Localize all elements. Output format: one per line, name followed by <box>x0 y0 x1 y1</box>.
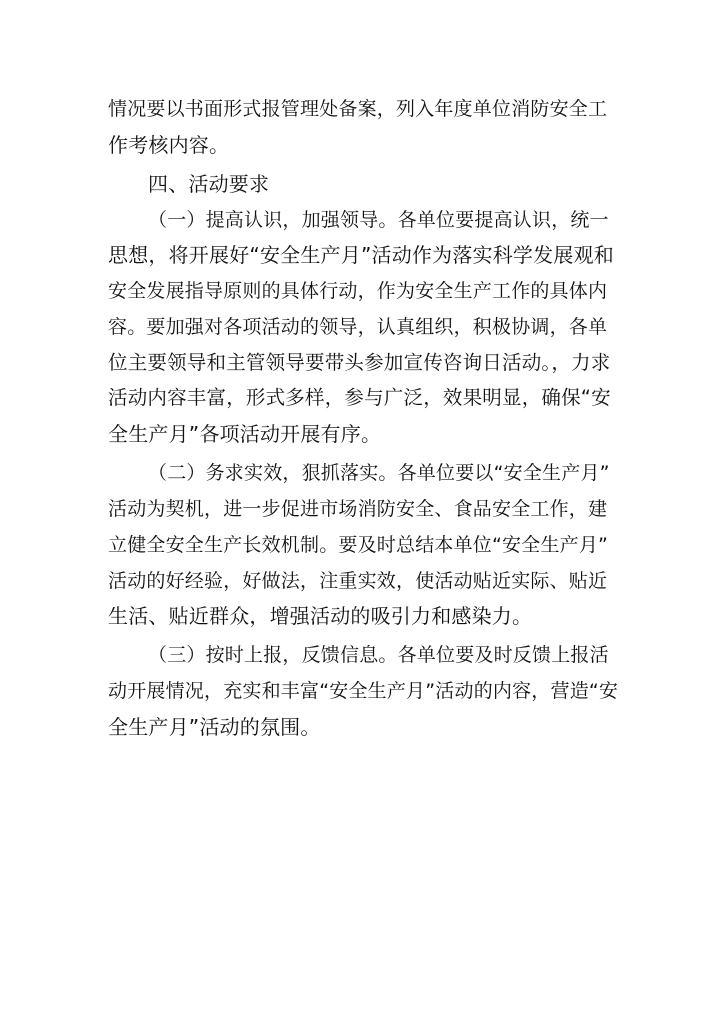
text-line: 情况要以书面形式报管理处备案，列入年度单位消防安全工 <box>108 98 608 120</box>
paragraph-3-line: （三）按时上报，反馈信息。各单位要及时反馈上报活 <box>148 644 609 666</box>
paragraph-2-line: 活动为契机，进一步促进市场消防安全、食品安全工作，建 <box>108 498 608 520</box>
paragraph-1-line: 思想，将开展好“安全生产月”活动作为落实科学发展观和 <box>108 243 614 267</box>
section-heading: 四、活动要求 <box>148 172 270 196</box>
paragraph-2-line: 生活、贴近群众，增强活动的吸引力和感染力。 <box>108 604 533 628</box>
paragraph-3-line: 动开展情况，充实和丰富“安全生产月”活动的内容，营造“安 <box>108 680 619 702</box>
paragraph-1-line: 全生产月”各项活动开展有序。 <box>108 422 382 446</box>
paragraph-2-line: 立健全安全生产长效机制。要及时总结本单位“安全生产月” <box>108 534 609 556</box>
paragraph-2-line: （二）务求实效，狠抓落实。各单位要以“安全生产月” <box>148 462 610 484</box>
text-line: 作考核内容。 <box>108 133 230 157</box>
paragraph-1-line: 活动内容丰富，形式多样，参与广泛，效果明显，确保“安 <box>108 386 611 409</box>
paragraph-1-line: （一）提高认识，加强领导。各单位要提高认识，统一 <box>148 209 609 231</box>
paragraph-1-line: 位主要领导和主管领导要带头参加宣传咨询日活动。，力求 <box>108 351 611 374</box>
paragraph-1-line: 安全发展指导原则的具体行动，作为安全生产工作的具体内 <box>108 280 608 302</box>
paragraph-3-line: 全生产月”活动的氛围。 <box>108 715 321 739</box>
paragraph-1-line: 容。要加强对各项活动的领导，认真组织，积极协调，各单 <box>108 316 608 338</box>
paragraph-2-line: 活动的好经验，好做法，注重实效，使活动贴近实际、贴近 <box>108 570 608 592</box>
